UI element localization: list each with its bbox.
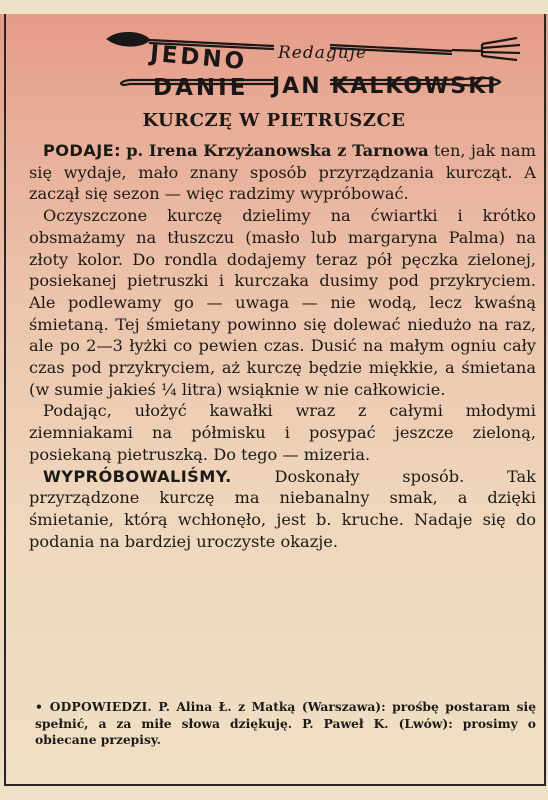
header-word-danie: DANIE (153, 75, 249, 101)
article-body (29, 140, 536, 552)
paragraph-method: Oczyszczone kurczę dzielimy na ćwiartki i krótko obsmażamy na tłuszczu (masło lub margaryna Palma) na złoty kolor. Do rondla dodajemy teraz pół pęczka zielonej, posiekanej pietruszki i kurczaka dusimy pod przykryciem. Ale podlewamy go — uwaga — nie wodą, lecz kwaśną śmietaną. Tej śmietany powinno się dolewać niedużo na raz, ale po 2—3 łyżki co pewien czas. Dusić na małym ogniu cały czas pod przykryciem, aż kurczę będzie miękkie, a śmietana (w sumie jakieś ¼ litra) wsiąknie w nie całkowicie. (29, 206, 536, 399)
intro-lead: PODAJE: (43, 141, 121, 160)
reader-replies (35, 699, 536, 749)
reply-text-1: prośbę postaram się spełnić, a za miłe słowa dziękuję. (35, 699, 537, 731)
reply-text-2: prosimy o obiecane przepisy. (35, 715, 536, 748)
header-word-jedno: JEDNO (149, 40, 249, 76)
header-author: JAN KALKOWSKI (272, 74, 498, 99)
recipe-title: KURCZĘ W PIETRUSZCE (142, 110, 406, 131)
paragraph-serving: Podając, ułożyć kawałki wraz z całymi młodymi ziemniakami na półmisku i posypać jeszcze zieloną, posiekaną pietruszką. Do tego — mizeria. (29, 401, 536, 464)
column-header (12, 18, 537, 110)
replies-tag: • ODPOWIEDZI. (35, 699, 152, 714)
reply-name-2: P. Paweł K. (Lwów): (302, 715, 453, 731)
reply-name-1: P. Alina Ł. z Matką (Warszawa): (158, 699, 386, 714)
verdict-lead: WYPRÓBOWALIŚMY. (43, 466, 232, 486)
replies-text (35, 699, 536, 749)
top-margin (0, 0, 548, 14)
verdict-text: Doskonały sposób. Tak przyrządzone kurczę ma niebanalny smak, a dzięki śmietanie, którą wchłonęło, jest b. kruche. Nadaje się do podania na bardziej uroczyste okazje. (29, 466, 536, 551)
header-signature: Redaguje (278, 43, 368, 63)
paragraph-intro (29, 140, 536, 205)
intro-text: ten, jak nam się wydaje, mało znany sposób przyrządzania kurcząt. A zaczął się sezon — więc radzimy wypróbować. (29, 141, 536, 204)
intro-contributor: p. Irena Krzyżanowska z Tarnowa (126, 141, 429, 160)
paragraph-verdict (29, 466, 536, 553)
bottom-border-rule (4, 784, 546, 800)
